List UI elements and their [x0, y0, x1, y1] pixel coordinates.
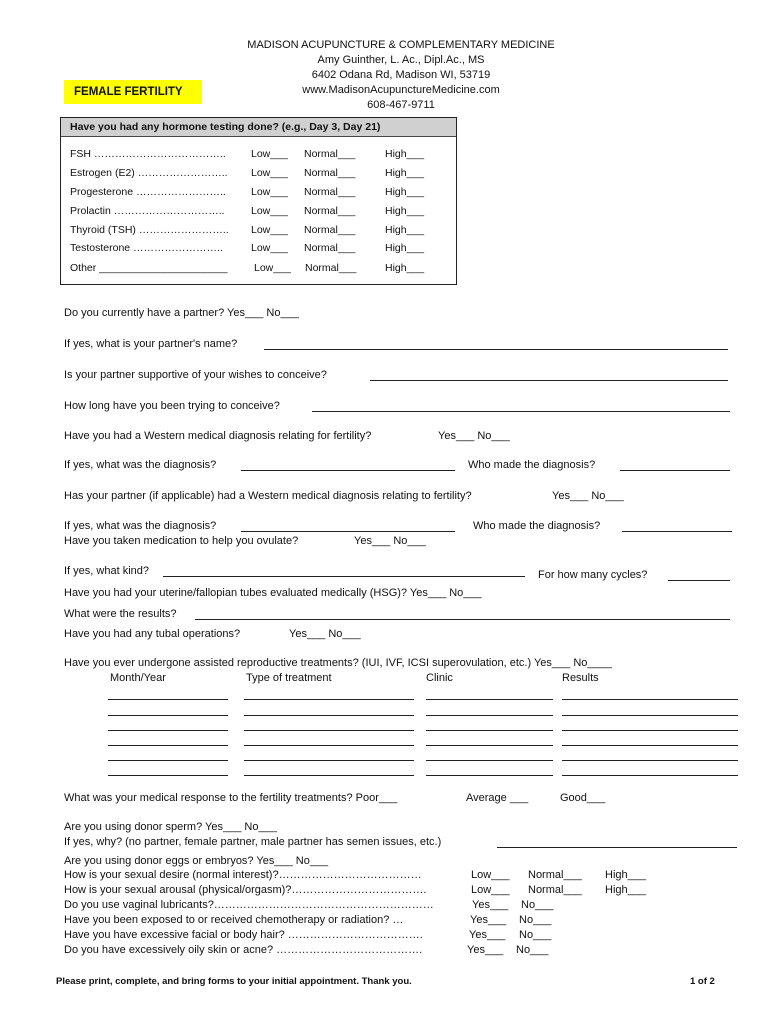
art-entry-line[interactable]	[426, 745, 553, 746]
art-entry-line[interactable]	[244, 745, 414, 746]
hormone-low[interactable]: Low___	[251, 242, 288, 254]
arousal-label: How is your sexual arousal (physical/orgasm)?……………………………….	[64, 884, 427, 896]
hair-yes[interactable]: Yes___	[469, 929, 506, 941]
tubal-label: Have you had any tubal operations?	[64, 628, 241, 640]
art-entry-line[interactable]	[426, 699, 553, 700]
form-title: FEMALE FERTILITY	[64, 80, 202, 104]
art-entry-line[interactable]	[108, 775, 228, 776]
hormone-low[interactable]: Low___	[251, 186, 288, 198]
desire-high[interactable]: High___	[605, 869, 646, 881]
hormone-normal[interactable]: Normal___	[304, 167, 356, 179]
chemo-label: Have you been exposed to or received chemotherapy or radiation? …	[64, 914, 404, 926]
art-entry-line[interactable]	[244, 760, 414, 761]
clinic-name: MADISON ACUPUNCTURE & COMPLEMENTARY MEDICINE	[247, 39, 555, 51]
lubricants-label: Do you use vaginal lubricants?……………………………………………………	[64, 899, 434, 911]
desire-label: How is your sexual desire (normal interest)?…………………………………	[64, 869, 422, 881]
donor-sperm-question: Are you using donor sperm? Yes___ No___	[64, 821, 277, 833]
partner-dx-yes-no[interactable]: Yes___ No___	[552, 490, 624, 502]
hormone-name: FSH ………………………………..	[70, 148, 226, 160]
what-kind-label: If yes, what kind?	[64, 565, 149, 577]
response-average[interactable]: Average ___	[466, 792, 529, 804]
hormone-high[interactable]: High___	[385, 148, 425, 160]
hormone-high[interactable]: High___	[385, 224, 425, 236]
donor-eggs-question: Are you using donor eggs or embryos? Yes___ No___	[64, 855, 329, 867]
art-entry-line[interactable]	[562, 699, 738, 700]
art-entry-line[interactable]	[562, 775, 738, 776]
partner-name-label: If yes, what is your partner's name?	[64, 338, 238, 350]
art-col-month: Month/Year	[110, 672, 166, 684]
partner-name-line[interactable]	[264, 349, 728, 350]
hormone-name: Thyroid (TSH) ……………………..	[70, 224, 229, 236]
why-label: If yes, why? (no partner, female partner, male partner has semen issues, etc.)	[64, 836, 442, 848]
tubal-yes-no[interactable]: Yes___ No___	[289, 628, 361, 640]
clinic-address: 6402 Odana Rd, Madison WI, 53719	[311, 69, 491, 81]
page-number: 1 of 2	[690, 976, 715, 987]
supportive-label: Is your partner supportive of your wishes to conceive?	[64, 369, 327, 381]
art-entry-line[interactable]	[108, 745, 228, 746]
partner-dx-label: Has your partner (if applicable) had a Western medical diagnosis relating to fertility?	[64, 490, 472, 502]
hormone-low[interactable]: Low___	[251, 205, 288, 217]
art-entry-line[interactable]	[562, 760, 738, 761]
hormone-testing-box	[60, 117, 457, 285]
ovulate-yes-no[interactable]: Yes___ No___	[354, 535, 426, 547]
hormone-high[interactable]: High___	[385, 205, 425, 217]
what-kind-line[interactable]	[163, 576, 525, 577]
art-col-type: Type of treatment	[246, 672, 332, 684]
ovulate-label: Have you taken medication to help you ovulate?	[64, 535, 299, 547]
art-question: Have you ever undergone assisted reproductive treatments? (IUI, IVF, ICSI superovulation, etc.) Yes___ No____	[64, 657, 612, 669]
cycles-label: For how many cycles?	[538, 569, 648, 581]
art-col-results: Results	[562, 672, 599, 684]
western-dx-yes-no[interactable]: Yes___ No___	[438, 430, 510, 442]
skin-yes[interactable]: Yes___	[467, 944, 504, 956]
art-entry-line[interactable]	[562, 730, 738, 731]
hormone-name: Testosterone ……………………..	[70, 242, 223, 254]
hormone-name: Other ______________________	[70, 262, 228, 274]
diagnosis-label: If yes, what was the diagnosis?	[64, 459, 217, 471]
hair-label: Have you have excessive facial or body hair? ……………………………….	[64, 929, 423, 941]
footer-note: Please print, complete, and bring forms to your initial appointment. Thank you.	[56, 976, 412, 987]
hormone-box-title: Have you had any hormone testing done? (e.g., Day 3, Day 21)	[61, 118, 456, 137]
skin-label: Do you have excessively oily skin or acne? ………………………………….	[64, 944, 423, 956]
art-entry-line[interactable]	[426, 715, 553, 716]
hormone-high[interactable]: High___	[385, 186, 425, 198]
cycles-line[interactable]	[668, 580, 730, 581]
who-made-label: Who made the diagnosis?	[468, 459, 596, 471]
art-entry-line[interactable]	[426, 775, 553, 776]
art-entry-line[interactable]	[108, 699, 228, 700]
desire-low[interactable]: Low___	[471, 869, 510, 881]
art-entry-line[interactable]	[108, 760, 228, 761]
art-entry-line[interactable]	[562, 715, 738, 716]
hormone-high[interactable]: High___	[385, 242, 425, 254]
response-label: What was your medical response to the fertility treatments? Poor___	[64, 792, 398, 804]
hormone-high[interactable]: High___	[385, 167, 425, 179]
hair-no[interactable]: No___	[519, 929, 552, 941]
practitioner-name: Amy Guinther, L. Ac., Dipl.Ac., MS	[317, 54, 485, 66]
response-good[interactable]: Good___	[560, 792, 606, 804]
how-long-line[interactable]	[312, 411, 730, 412]
why-line[interactable]	[497, 847, 737, 848]
hormone-normal[interactable]: Normal___	[304, 148, 356, 160]
art-entry-line[interactable]	[244, 775, 414, 776]
partner-question: Do you currently have a partner? Yes___ No___	[64, 307, 299, 319]
hormone-name: Estrogen (E2) ……………………..	[70, 167, 228, 179]
who-made-line[interactable]	[620, 470, 730, 471]
hormone-normal[interactable]: Normal___	[304, 186, 356, 198]
hormone-high[interactable]: High___	[385, 262, 425, 274]
chemo-yes[interactable]: Yes___	[470, 914, 507, 926]
lubricants-yes[interactable]: Yes___	[472, 899, 509, 911]
hormone-normal[interactable]: Normal___	[305, 262, 357, 274]
how-long-label: How long have you been trying to conceive?	[64, 400, 280, 412]
clinic-website: www.MadisonAcupunctureMedicine.com	[302, 84, 500, 96]
chemo-no[interactable]: No___	[519, 914, 552, 926]
art-entry-line[interactable]	[108, 715, 228, 716]
diagnosis2-label: If yes, what was the diagnosis?	[64, 520, 217, 532]
hormone-low[interactable]: Low___	[251, 224, 288, 236]
western-dx-label: Have you had a Western medical diagnosis relating for fertility?	[64, 430, 372, 442]
arousal-high[interactable]: High___	[605, 884, 646, 896]
hormone-name: Prolactin …………………………..	[70, 205, 225, 217]
lubricants-no[interactable]: No___	[521, 899, 554, 911]
supportive-line[interactable]	[370, 380, 728, 381]
art-col-clinic: Clinic	[426, 672, 453, 684]
art-entry-line[interactable]	[426, 730, 553, 731]
hormone-low[interactable]: Low___	[251, 167, 288, 179]
hormone-normal[interactable]: Normal___	[304, 205, 356, 217]
hormone-normal[interactable]: Normal___	[304, 242, 356, 254]
hormone-low[interactable]: Low___	[251, 148, 288, 160]
clinic-phone: 608-467-9711	[367, 99, 435, 111]
art-entry-line[interactable]	[244, 715, 414, 716]
diagnosis2-line[interactable]	[241, 531, 455, 532]
art-entry-line[interactable]	[244, 699, 414, 700]
results-label: What were the results?	[64, 608, 177, 620]
art-entry-line[interactable]	[562, 745, 738, 746]
skin-no[interactable]: No___	[516, 944, 549, 956]
arousal-low[interactable]: Low___	[471, 884, 510, 896]
arousal-normal[interactable]: Normal___	[528, 884, 582, 896]
hormone-name: Progesterone ……………………..	[70, 186, 226, 198]
desire-normal[interactable]: Normal___	[528, 869, 582, 881]
hormone-low[interactable]: Low___	[254, 262, 291, 274]
hsg-question: Have you had your uterine/fallopian tubes evaluated medically (HSG)? Yes___ No___	[64, 587, 482, 599]
results-line[interactable]	[195, 619, 730, 620]
hormone-normal[interactable]: Normal___	[304, 224, 356, 236]
who-made2-label: Who made the diagnosis?	[473, 520, 601, 532]
diagnosis-line[interactable]	[241, 470, 455, 471]
art-entry-line[interactable]	[244, 730, 414, 731]
art-entry-line[interactable]	[426, 760, 553, 761]
who-made2-line[interactable]	[622, 531, 732, 532]
art-entry-line[interactable]	[108, 730, 228, 731]
